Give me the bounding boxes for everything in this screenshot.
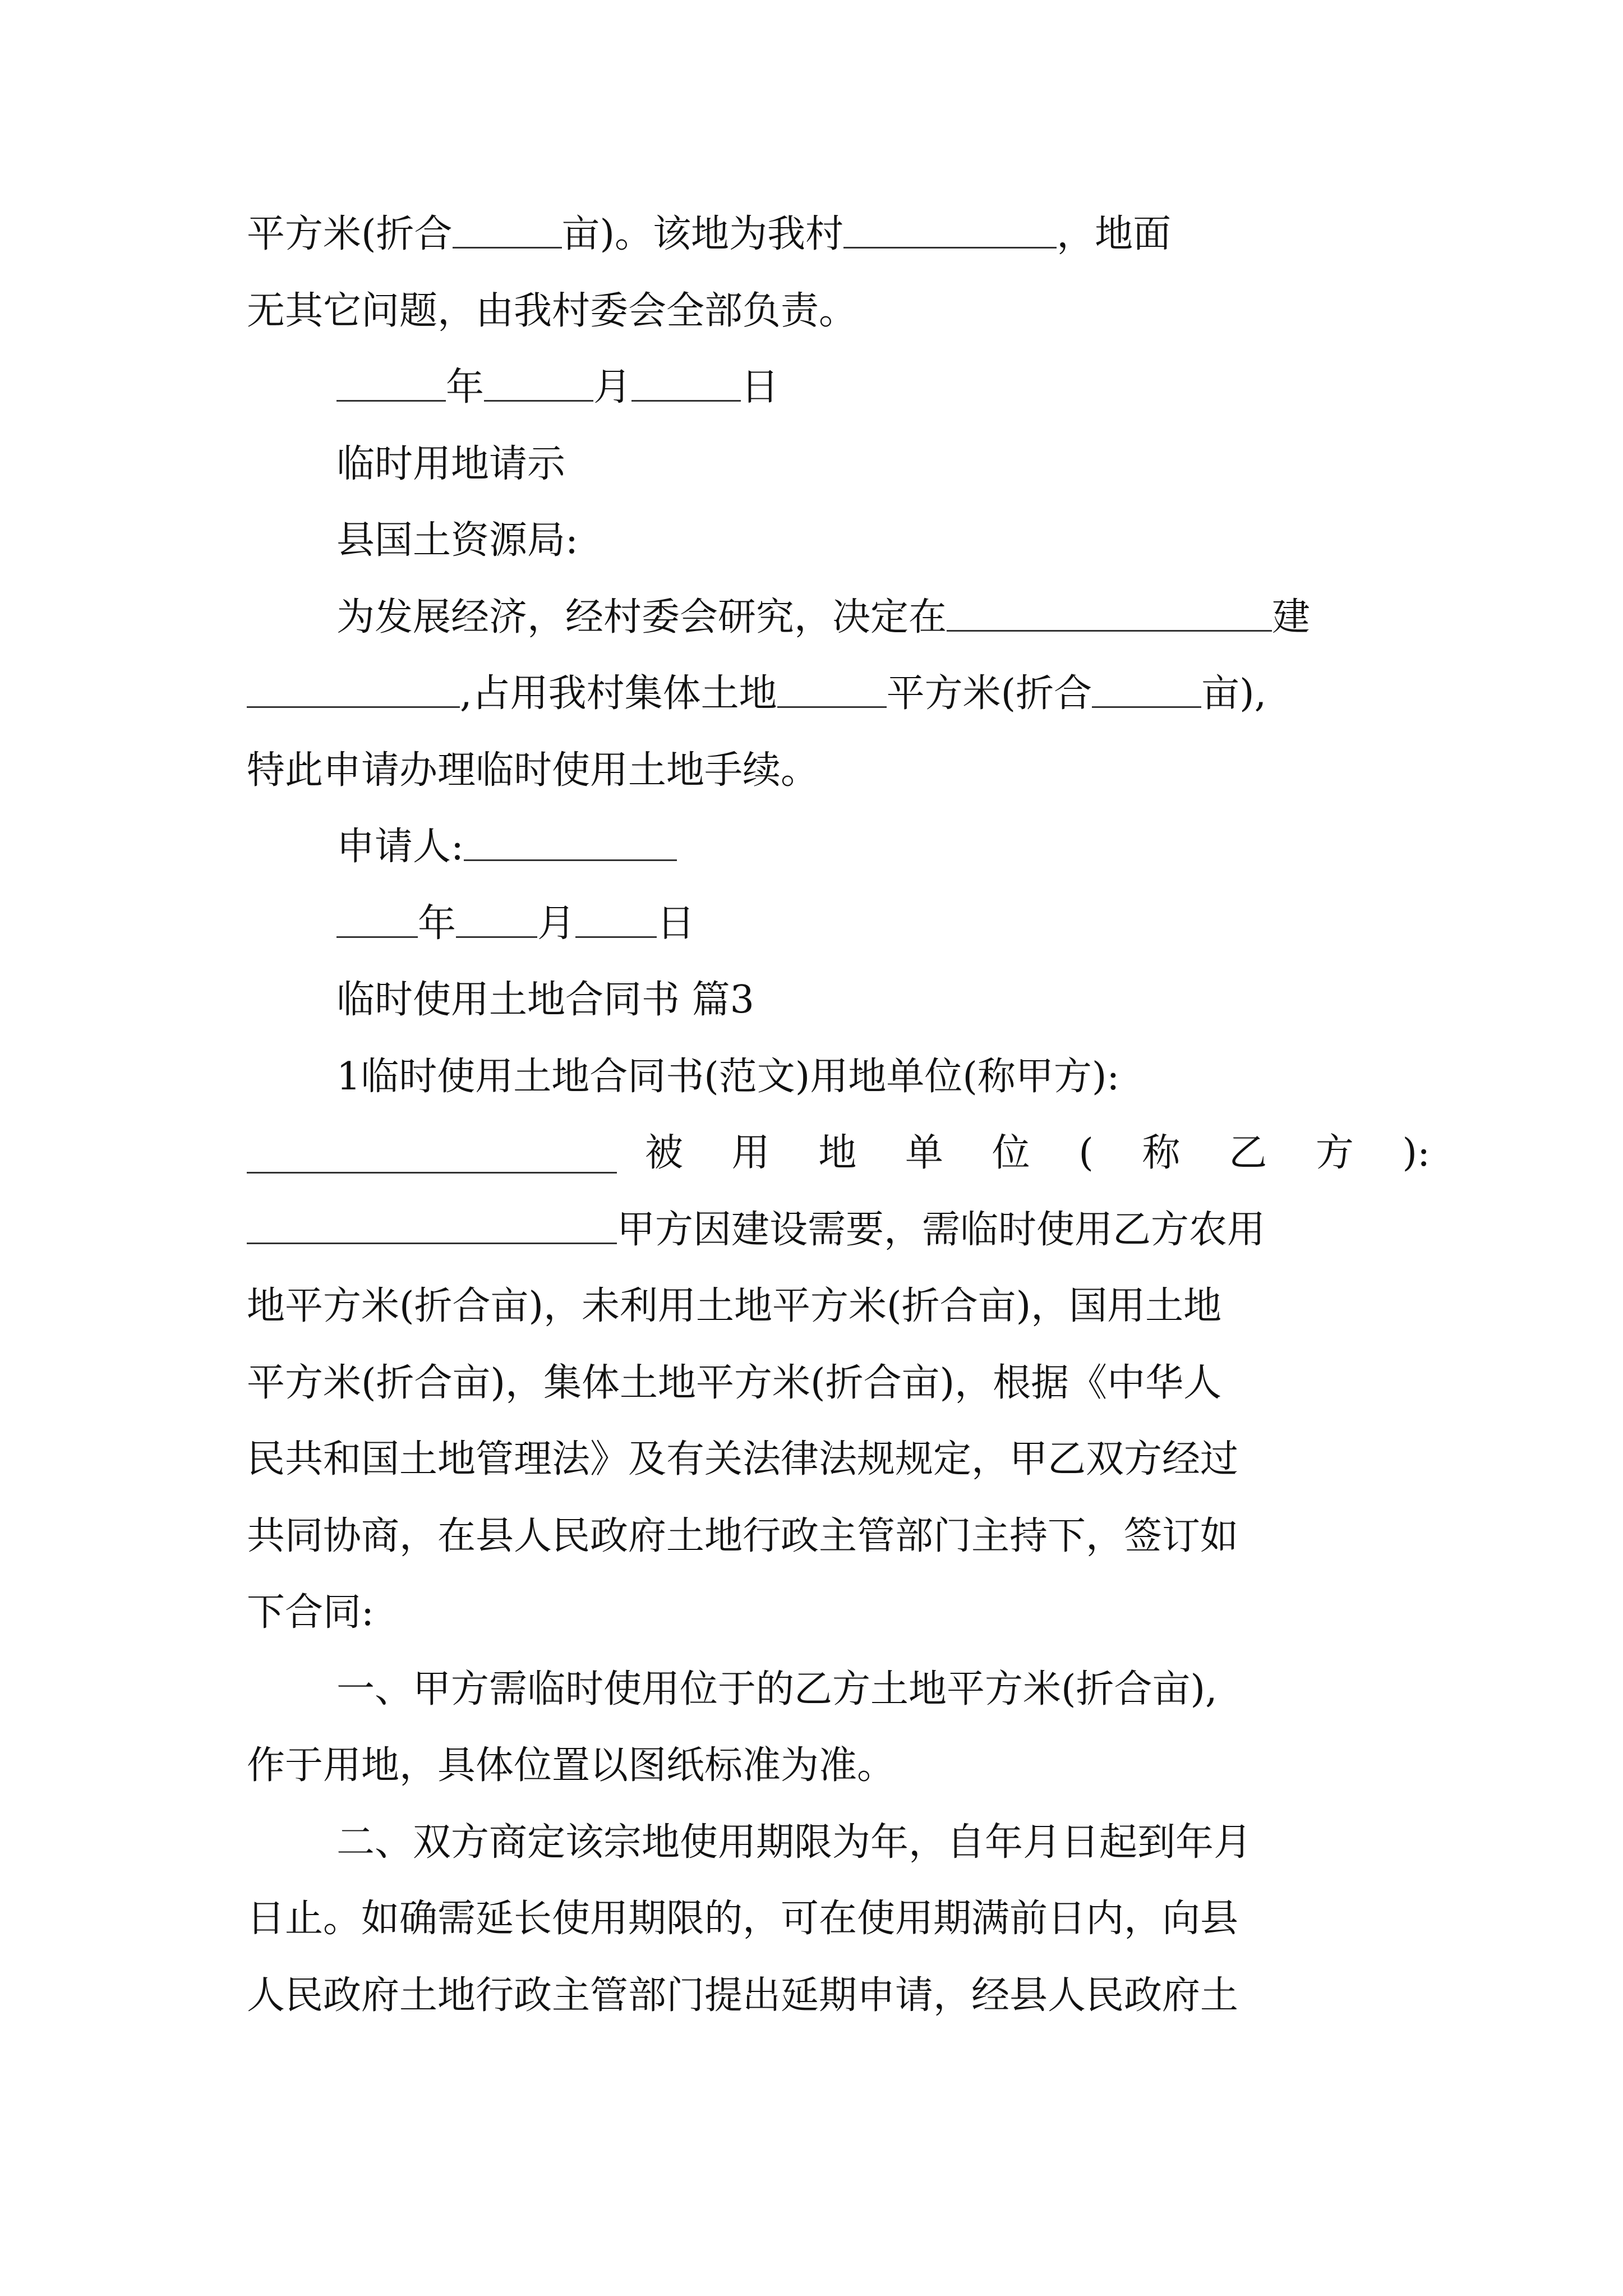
blank-field: [456, 898, 537, 938]
date-line: [247, 349, 1430, 426]
paragraph-line: 民共和国土地管理法》及有关法律法规规定，甲乙双方经过: [247, 1437, 1239, 1481]
blank-field: [631, 362, 741, 402]
section-title: 临时使用土地合同书 篇3: [336, 978, 754, 1022]
text-span: 月: [593, 365, 632, 409]
text-span: 为发展经济，经村委会研究，决定在: [336, 595, 947, 639]
applicant-label: 申请人:: [336, 825, 464, 869]
blank-field: [247, 1204, 617, 1244]
text-span: ,占用我村集体土地: [460, 671, 777, 716]
blank-field: [777, 668, 887, 708]
blank-field: [336, 898, 418, 938]
paragraph-line: 日止。如确需延长使用期限的，可在使用期满前日内，向县: [247, 1897, 1239, 1941]
party-b-label: 被用地单位(称乙方):: [645, 1131, 1430, 1175]
paragraph-line: 无其它问题，由我村委会全部负责。: [247, 288, 857, 333]
paragraph-line: 下合同:: [247, 1590, 374, 1635]
blank-field: [247, 668, 460, 708]
text-span: 甲方因建设需要，需临时使用乙方农用: [617, 1207, 1266, 1252]
paragraph-line: [247, 656, 1430, 733]
paragraph-line: 共同协商，在县人民政府土地行政主管部门主持下，签订如: [247, 1513, 1239, 1558]
paragraph-line: [247, 1192, 1430, 1269]
date-line: [247, 886, 1430, 963]
heading-request: 临时用地请示: [336, 441, 566, 486]
blank-field: [464, 821, 677, 861]
text-span: 亩),: [1201, 671, 1267, 716]
text-span: 日: [741, 365, 780, 409]
blank-field: [1092, 668, 1201, 708]
document-body: [247, 196, 1430, 2034]
text-span: 亩)。该地为我村: [561, 212, 844, 256]
paragraph-line: 一、甲方需临时使用位于的乙方土地平方米(折合亩),: [336, 1667, 1218, 1711]
text-span: 年: [418, 901, 457, 946]
blank-field: [575, 898, 657, 938]
blank-field: [453, 209, 562, 249]
blank-field: [336, 362, 446, 402]
addressee: 县国土资源局:: [336, 518, 578, 563]
text-span: 日: [657, 901, 695, 946]
text-span: 建: [1272, 595, 1311, 639]
paragraph-line: [247, 196, 1430, 273]
text-span: 年: [446, 365, 485, 409]
paragraph-line: [247, 579, 1430, 656]
paragraph-line: 二、双方商定该宗地使用期限为年，自年月日起到年月: [336, 1820, 1252, 1865]
paragraph-line: 特此申请办理临时使用土地手续。: [247, 748, 819, 793]
text-span: 平方米(折合: [247, 212, 453, 256]
paragraph-line: 人民政府土地行政主管部门提出延期申请，经县人民政府土: [247, 1973, 1239, 2018]
blank-field: [843, 209, 1057, 249]
paragraph-line: 平方米(折合亩)，集体土地平方米(折合亩)，根据《中华人: [247, 1360, 1222, 1405]
paragraph-line: 地平方米(折合亩)，未利用土地平方米(折合亩)，国用土地: [247, 1284, 1222, 1328]
text-span: ，地面: [1057, 212, 1172, 256]
applicant-line: [247, 809, 1430, 886]
blank-field: [484, 362, 593, 402]
blank-field: [247, 1134, 617, 1174]
blank-field: [947, 592, 1272, 632]
party-b-line: [247, 1115, 1430, 1192]
paragraph-line: 作于用地，具体位置以图纸标准为准。: [247, 1743, 896, 1788]
paragraph-line: 1临时使用土地合同书(范文)用地单位(称甲方):: [336, 1054, 1120, 1099]
text-span: 平方米(折合: [886, 671, 1092, 716]
text-span: 月: [537, 901, 576, 946]
